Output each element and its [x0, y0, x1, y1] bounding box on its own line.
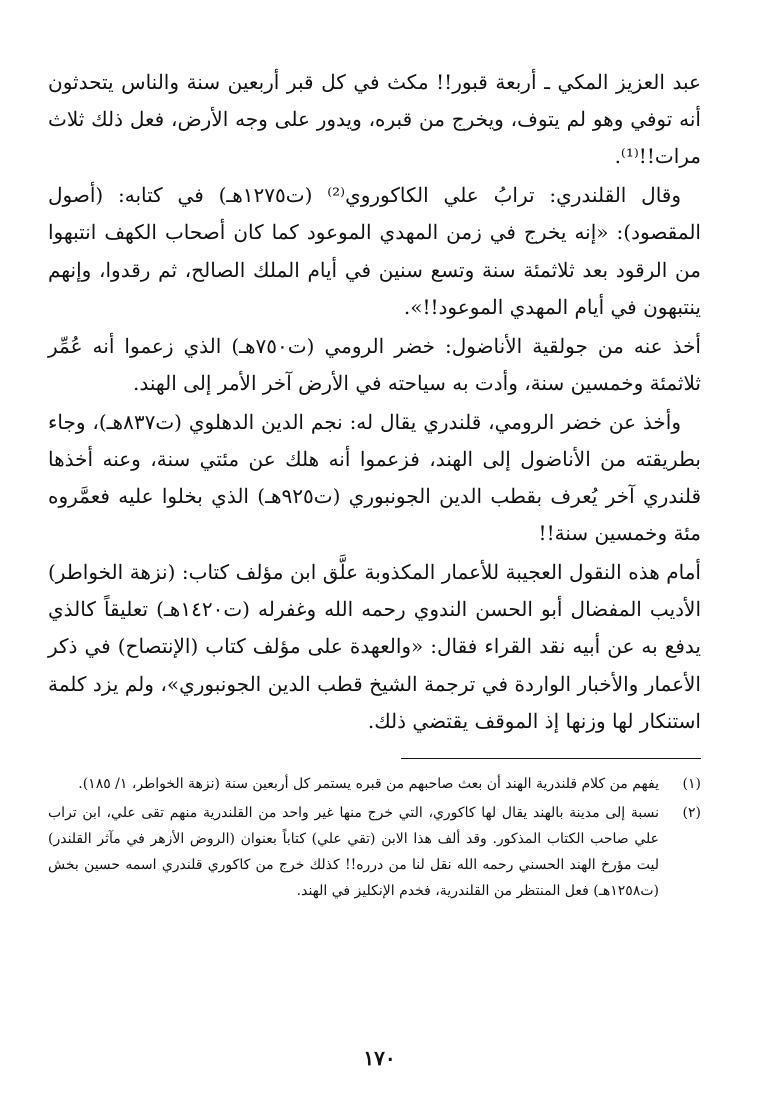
footnote-number: (٢)	[682, 805, 701, 822]
footnote-text: نسبة إلى مدينة بالهند يقال لها كاكوري، التي خرج منها غير واحد من القلندرية منهم تقى علي، ابن تراب علي صاحب الكتاب المذكور. وقد ألف هذا الابن (تقي علي) كتاباً بعنوان (الروض الأزهر في مآثر القلندر) ليت مؤرخ الهند الحسني رحمه الله نقل لنا من درره!! كذلك خرج من كاكوري قلندري اسمه حسين بخش (ت١٢٥٨هـ) فعل المنتظر من القلندرية، فخدم الإنكليز في الهند.	[48, 805, 659, 900]
footnote-number: (١)	[682, 776, 701, 793]
footnote-2	[48, 800, 701, 904]
paragraph-1: عبد العزيز المكي ـ أربعة قبور!! مكث في كل قبر أربعين سنة والناس يتحدثون أنه توفي وهو لم يتوف، ويخرج من قبره، ويدور على وجه الأرض، فعل ذلك ثلاث مرات!!⁽¹⁾.	[48, 70, 701, 169]
paragraph-3: أخذ عنه من جولقية الأناضول: خضر الرومي (ت٧٥٠هـ) الذي زعموا أنه عُمِّر ثلاثمئة وخمسين سنة، وأدت به سياحته في الأرض آخر الأمر إلى الهند.	[48, 333, 701, 395]
main-text	[48, 64, 701, 740]
page-number: ١٧٠	[363, 1046, 396, 1070]
paragraph-2: وقال القلندري: ترابُ علي الكاكوروي⁽²⁾ (ت١٢٧٥هـ) في كتابه: (أصول المقصود): «إنه يخرج في زمن المهدي الموعود كما كان أصحاب الكهف انتبهوا من الرقود بعد ثلاثمئة سنة وتسع سنين في أيام الملك الصالح، ثم رقدوا، وإنهم ينتبهون في أيام المهدي الموعود!!».	[48, 183, 701, 319]
footnote-separator	[401, 758, 701, 759]
paragraph-5: أمام هذه النقول العجيبة للأعمار المكذوبة علَّق ابن مؤلف كتاب: (نزهة الخواطر) الأديب المفضال أبو الحسن الندوي رحمه الله وغفرله (ت١٤٢٠هـ) تعليقاً كالذي يدفع به عن أبيه نقد القراء فقال: «والعهدة على مؤلف كتاب (الإنتصاح) في ذكر الأعمار والأخبار الواردة في ترجمة الشيخ قطب الدين الجونبوري»، ولم يزد كلمة استنكار لها وزنها إذ الموقف يقتضي ذلك.	[48, 560, 702, 733]
footnotes	[48, 771, 701, 904]
paragraph-4: وأخذ عن خضر الرومي، قلندري يقال له: نجم الدين الدهلوي (ت٨٣٧هـ)، وجاء بطريقته من الأناضول إلى الهند، فزعموا أنه هلك عن مئتي سنة، وعنه أخذها قلندري آخر يُعرف بقطب الدين الجونبوري (ت٩٢٥هـ) الذي بخلوا عليه فعمَّروه مئة وخمسين سنة!!	[48, 409, 701, 546]
footnote-text: يفهم من كلام قلندرية الهند أن بعث صاحبهم من قبره يستمر كل أربعين سنة (نزهة الخواطر، ١/ ١٨٥).	[78, 776, 659, 793]
footnote-1	[48, 771, 701, 797]
